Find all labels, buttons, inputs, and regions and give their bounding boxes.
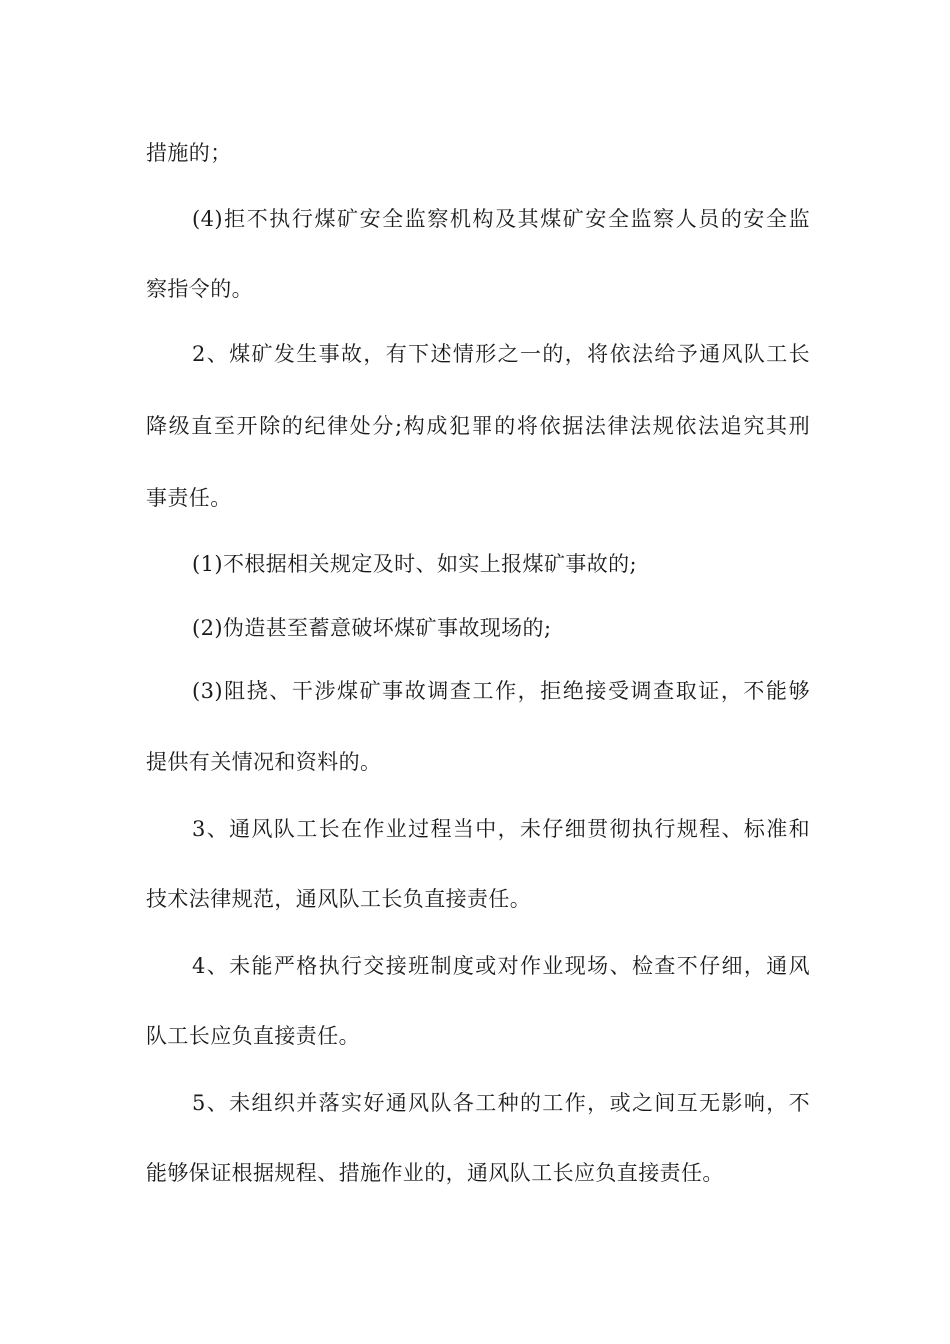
paragraph-line: 提供有关情况和资料的。 [146, 750, 382, 774]
paragraph-line: 队工长应负直接责任。 [146, 1024, 360, 1048]
paragraph-line: 5、未组织并落实好通风队各工种的工作，或之间互无影响，不 [192, 1091, 810, 1115]
paragraph-line: (4)拒不执行煤矿安全监察机构及其煤矿安全监察人员的安全监 [192, 207, 810, 231]
paragraph-line: (1)不根据相关规定及时、如实上报煤矿事故的; [192, 552, 638, 576]
paragraph-line: (2)伪造甚至蓄意破坏煤矿事故现场的; [192, 616, 552, 640]
paragraph-line: 事责任。 [146, 486, 232, 510]
paragraph-line: 降级直至开除的纪律处分;构成犯罪的将依据法律法规依法追究其刑 [146, 414, 810, 438]
paragraph-line: 措施的； [146, 141, 232, 165]
paragraph-line: (3)阻挠、干涉煤矿事故调查工作，拒绝接受调查取证，不能够 [192, 679, 810, 703]
paragraph-line: 3、通风队工长在作业过程当中，未仔细贯彻执行规程、标准和 [192, 817, 810, 841]
paragraph-line: 2、煤矿发生事故，有下述情形之一的，将依法给予通风队工长 [192, 342, 810, 366]
paragraph-line: 能够保证根据规程、措施作业的，通风队工长应负直接责任。 [146, 1161, 724, 1185]
paragraph-line: 技术法律规范，通风队工长负直接责任。 [146, 887, 532, 911]
paragraph-line: 察指令的。 [146, 277, 253, 301]
paragraph-line: 4、未能严格执行交接班制度或对作业现场、检查不仔细，通风 [192, 954, 810, 978]
